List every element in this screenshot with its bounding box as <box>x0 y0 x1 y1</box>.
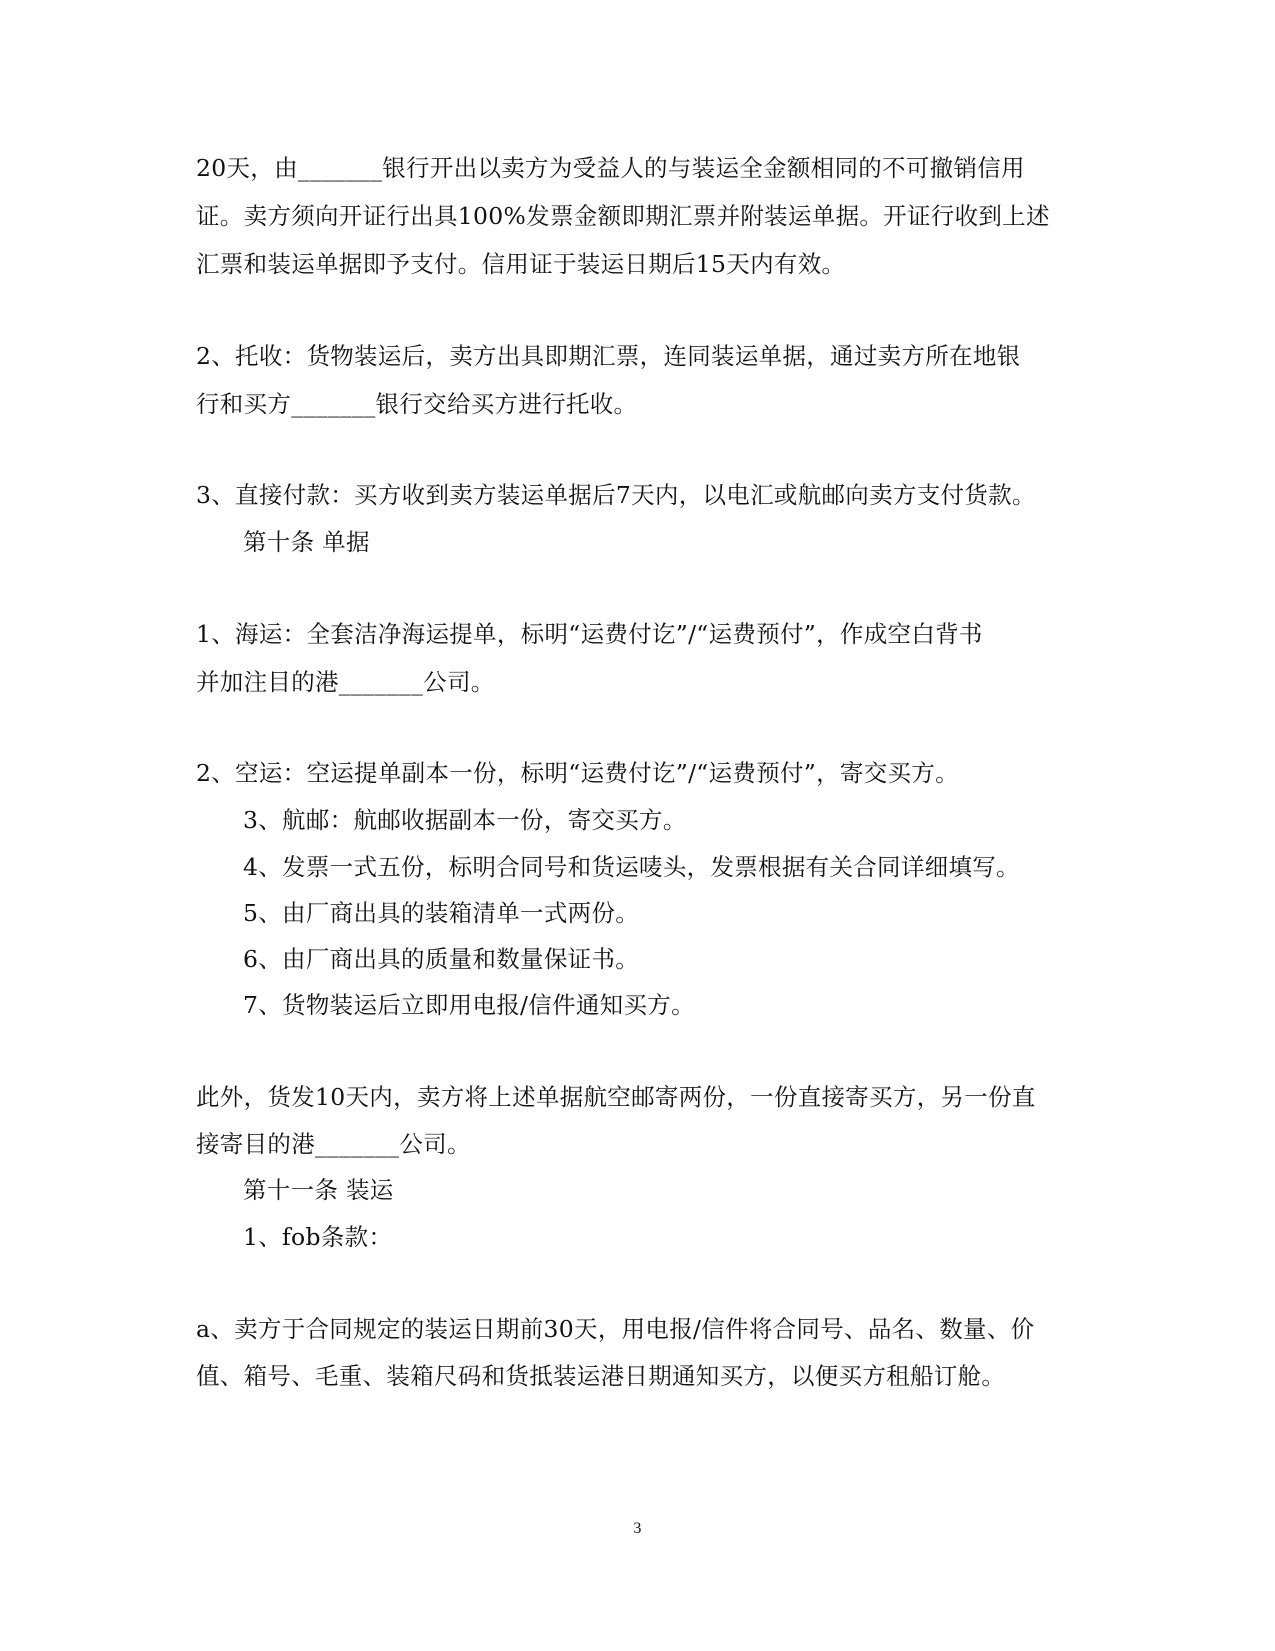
text-line: 接寄目的港_______公司。 <box>196 1130 471 1158</box>
text-line: 1、海运：全套洁净海运提单，标明“运费付讫”/“运费预付”，作成空白背书 <box>196 620 983 648</box>
text-line: 3、直接付款：买方收到卖方装运单据后7天内，以电汇或航邮向卖方支付货款。 <box>196 481 1036 509</box>
text-line: 2、空运：空运提单副本一份，标明“运费付讫”/“运费预付”，寄交买方。 <box>196 759 959 787</box>
text-line: 1、fob条款： <box>243 1223 393 1251</box>
text-line: 4、发票一式五份，标明合同号和货运唛头，发票根据有关合同详细填写。 <box>243 853 1020 881</box>
text-line: 3、航邮：航邮收据副本一份，寄交买方。 <box>243 806 687 834</box>
text-line: 此外，货发10天内，卖方将上述单据航空邮寄两份，一份直接寄买方，另一份直 <box>196 1083 1036 1111</box>
text-line: 6、由厂商出具的质量和数量保证书。 <box>243 945 640 973</box>
text-line: 行和买方_______银行交给买方进行托收。 <box>196 390 638 418</box>
text-line: 5、由厂商出具的装箱清单一式两份。 <box>243 899 640 927</box>
text-line: 并加注目的港_______公司。 <box>196 668 495 696</box>
section-heading: 第十一条 装运 <box>243 1176 394 1204</box>
text-line: 7、货物装运后立即用电报/信件通知买方。 <box>243 991 695 1019</box>
text-line: a、卖方于合同规定的装运日期前30天，用电报/信件将合同号、品名、数量、价 <box>196 1315 1035 1343</box>
text-line: 值、箱号、毛重、装箱尺码和货抵装运港日期通知买方，以便买方租船订舱。 <box>196 1362 1006 1390</box>
text-line: 证。卖方须向开证行出具100%发票金额即期汇票并附装运单据。开证行收到上述 <box>196 202 1050 230</box>
section-heading: 第十条 单据 <box>243 528 370 556</box>
page-number: 3 <box>633 1520 642 1537</box>
text-line: 20天，由_______银行开出以卖方为受益人的与装运全金额相同的不可撤销信用 <box>196 154 1025 182</box>
text-line: 汇票和装运单据即予支付。信用证于装运日期后15天内有效。 <box>196 250 846 278</box>
text-line: 2、托收：货物装运后，卖方出具即期汇票，连同装运单据，通过卖方所在地银 <box>196 342 1021 370</box>
